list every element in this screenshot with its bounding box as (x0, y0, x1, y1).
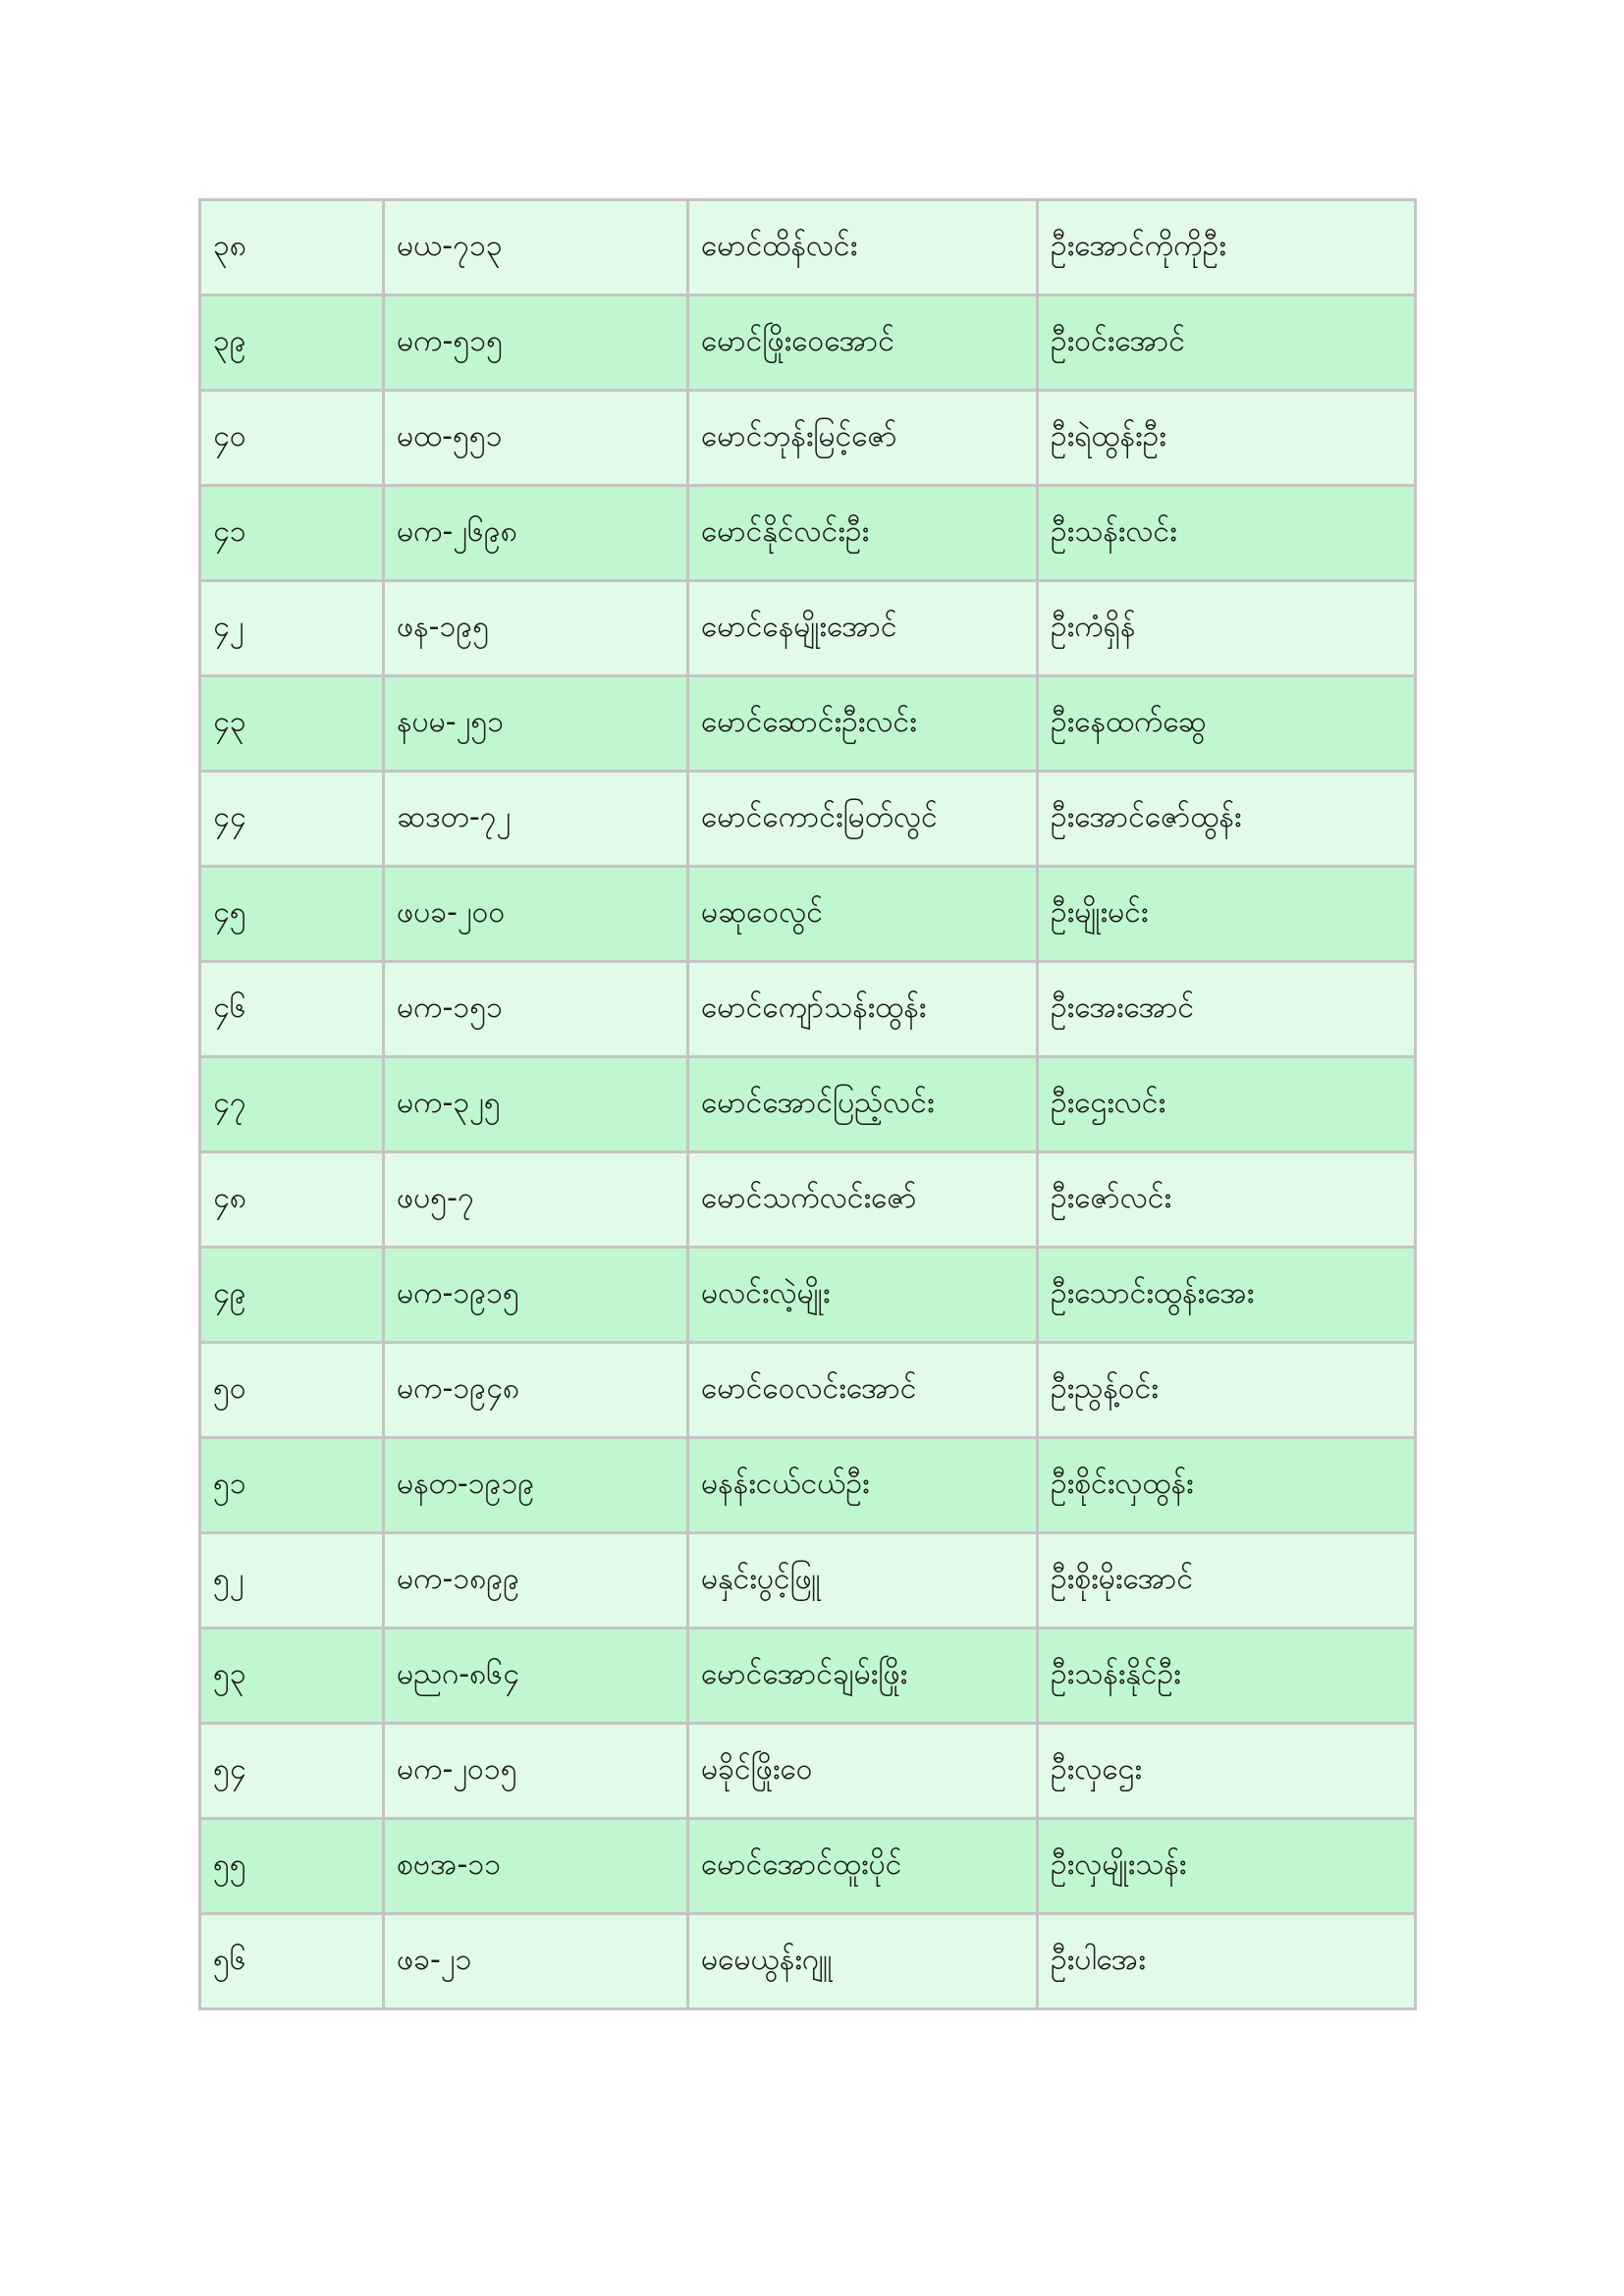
row-number-cell: ၄၃ (200, 676, 384, 772)
father-name-cell: ဦးဌေးလင်း (1038, 1057, 1416, 1152)
id-code-cell: မက-၂၆၉၈ (384, 486, 688, 581)
row-number-cell: ၄၀ (200, 391, 384, 486)
student-name-cell: မနန်းငယ်ငယ်ဦး (688, 1438, 1038, 1533)
table-row (200, 772, 1416, 867)
father-name-cell: ဦးကံရှိန် (1038, 581, 1416, 676)
student-name-cell: မဆုဝေလွင် (688, 867, 1038, 962)
row-number-cell: ၄၉ (200, 1248, 384, 1343)
id-code-cell: မက-၂၀၁၅ (384, 1724, 688, 1819)
father-name-cell: ဦးနေထက်ဆွေ (1038, 676, 1416, 772)
father-name-cell: ဦးလှဌေး (1038, 1724, 1416, 1819)
father-name-cell: ဦးအောင်ကိုကိုဦး (1038, 200, 1416, 295)
table-row (200, 581, 1416, 676)
row-number-cell: ၄၂ (200, 581, 384, 676)
table-row (200, 486, 1416, 581)
father-name-cell: ဦးသန်းလင်း (1038, 486, 1416, 581)
table-row (200, 1438, 1416, 1533)
row-number-cell: ၅၆ (200, 1914, 384, 2009)
id-code-cell: ဖန-၁၉၅ (384, 581, 688, 676)
father-name-cell: ဦးရဲထွန်းဦး (1038, 391, 1416, 486)
id-code-cell: မက-၅၁၅ (384, 295, 688, 391)
student-name-cell: မောင်ဖြိုးဝေအောင် (688, 295, 1038, 391)
table-row (200, 1914, 1416, 2009)
id-code-cell: မက-၁၈၉၉ (384, 1533, 688, 1629)
table-row (200, 391, 1416, 486)
father-name-cell: ဦးသောင်းထွန်းအေး (1038, 1248, 1416, 1343)
student-name-cell: မလင်းလဲ့မျိုး (688, 1248, 1038, 1343)
id-code-cell: မက-၁၅၁ (384, 962, 688, 1057)
father-name-cell: ဦးဝင်းအောင် (1038, 295, 1416, 391)
student-name-cell: မောင်ထိန်လင်း (688, 200, 1038, 295)
row-number-cell: ၄၇ (200, 1057, 384, 1152)
id-code-cell: စဗအ-၁၁ (384, 1819, 688, 1914)
id-code-cell: မထ-၅၅၁ (384, 391, 688, 486)
father-name-cell: ဦးညွန့်ဝင်း (1038, 1343, 1416, 1438)
id-code-cell: မက-၁၉၄၈ (384, 1343, 688, 1438)
student-name-cell: မောင်ဘုန်းမြင့်ဇော် (688, 391, 1038, 486)
table-row (200, 200, 1416, 295)
father-name-cell: ဦးလှမျိုးသန်း (1038, 1819, 1416, 1914)
table-row (200, 1248, 1416, 1343)
table-row (200, 1819, 1416, 1914)
row-number-cell: ၅၅ (200, 1819, 384, 1914)
row-number-cell: ၅၃ (200, 1629, 384, 1724)
student-name-cell: မောင်ဆောင်းဦးလင်း (688, 676, 1038, 772)
student-name-cell: မောင်အောင်ပြည့်လင်း (688, 1057, 1038, 1152)
father-name-cell: ဦးစိုင်းလှထွန်း (1038, 1438, 1416, 1533)
id-code-cell: ဆဒတ-၇၂ (384, 772, 688, 867)
table-row (200, 295, 1416, 391)
student-name-cell: မောင်ကျော်သန်းထွန်း (688, 962, 1038, 1057)
id-code-cell: ဖပခ-၂၀၀ (384, 867, 688, 962)
father-name-cell: ဦးသန်းနိုင်ဦး (1038, 1629, 1416, 1724)
row-number-cell: ၃၈ (200, 200, 384, 295)
student-name-cell: မောင်ဝေလင်းအောင် (688, 1343, 1038, 1438)
row-number-cell: ၅၀ (200, 1343, 384, 1438)
roster-table (198, 198, 1417, 2010)
id-code-cell: မယ-၇၁၃ (384, 200, 688, 295)
father-name-cell: ဦးအေးအောင် (1038, 962, 1416, 1057)
student-name-cell: မောင်သက်လင်းဇော် (688, 1152, 1038, 1248)
row-number-cell: ၅၄ (200, 1724, 384, 1819)
row-number-cell: ၄၁ (200, 486, 384, 581)
table-row (200, 1724, 1416, 1819)
table-row (200, 1629, 1416, 1724)
id-code-cell: မညဂ-၈၆၄ (384, 1629, 688, 1724)
row-number-cell: ၅၁ (200, 1438, 384, 1533)
row-number-cell: ၄၄ (200, 772, 384, 867)
roster-body (200, 200, 1416, 2009)
id-code-cell: ဖပ၅-၇ (384, 1152, 688, 1248)
father-name-cell: ဦးပါအေး (1038, 1914, 1416, 2009)
student-name-cell: မောင်အောင်ထူးပိုင် (688, 1819, 1038, 1914)
student-name-cell: မမေယွန်းဂျူ (688, 1914, 1038, 2009)
table-row (200, 1152, 1416, 1248)
father-name-cell: ဦးအောင်ဇော်ထွန်း (1038, 772, 1416, 867)
student-name-cell: မခိုင်ဖြိုးဝေ (688, 1724, 1038, 1819)
father-name-cell: ဦးဇော်လင်း (1038, 1152, 1416, 1248)
id-code-cell: မက-၁၉၁၅ (384, 1248, 688, 1343)
student-name-cell: မနှင်းပွင့်ဖြူ (688, 1533, 1038, 1629)
id-code-cell: နပမ-၂၅၁ (384, 676, 688, 772)
father-name-cell: ဦးမျိုးမင်း (1038, 867, 1416, 962)
id-code-cell: မနတ-၁၉၁၉ (384, 1438, 688, 1533)
id-code-cell: မက-၃၂၅ (384, 1057, 688, 1152)
row-number-cell: ၄၈ (200, 1152, 384, 1248)
table-row (200, 867, 1416, 962)
row-number-cell: ၄၆ (200, 962, 384, 1057)
student-name-cell: မောင်အောင်ချမ်းဖြိုး (688, 1629, 1038, 1724)
row-number-cell: ၃၉ (200, 295, 384, 391)
table-row (200, 676, 1416, 772)
table-row (200, 1057, 1416, 1152)
student-name-cell: မောင်နေမျိုးအောင် (688, 581, 1038, 676)
id-code-cell: ဖခ-၂၁ (384, 1914, 688, 2009)
table-row (200, 1533, 1416, 1629)
table-row (200, 962, 1416, 1057)
table-row (200, 1343, 1416, 1438)
row-number-cell: ၅၂ (200, 1533, 384, 1629)
father-name-cell: ဦးစိုးမိုးအောင် (1038, 1533, 1416, 1629)
student-name-cell: မောင်ကောင်းမြတ်လွင် (688, 772, 1038, 867)
student-name-cell: မောင်နိုင်လင်းဦး (688, 486, 1038, 581)
row-number-cell: ၄၅ (200, 867, 384, 962)
